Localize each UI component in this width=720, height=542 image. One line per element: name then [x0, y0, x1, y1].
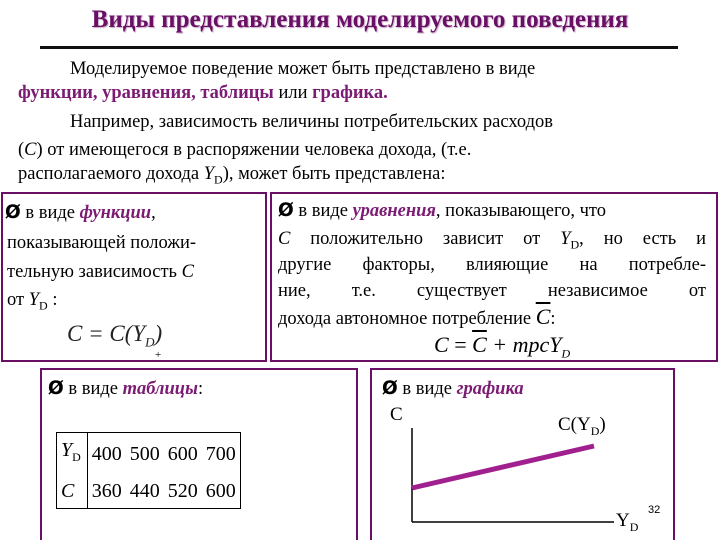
- formula-sub: D: [561, 346, 571, 361]
- function-colon: :: [47, 290, 58, 310]
- table-cell: 360: [91, 480, 122, 502]
- table-cell: 600: [205, 480, 236, 502]
- table-heading-text: в виде: [63, 379, 123, 399]
- table-cell: 600: [167, 442, 198, 465]
- sub-d: D: [72, 450, 81, 464]
- function-line-4-text: от: [7, 290, 29, 310]
- formula-c-bar: $\overline{C}$: [472, 332, 487, 357]
- var-c: C: [61, 480, 75, 502]
- equation-line-2-text: положительно зависит от: [290, 229, 561, 249]
- function-formula: [67, 321, 162, 351]
- var-y: Y: [28, 290, 40, 310]
- data-table: [56, 432, 241, 509]
- table-colon: :: [197, 379, 204, 399]
- line-label-text: C(Y: [558, 414, 591, 435]
- equation-heading-tail: , показывающего, что: [435, 201, 606, 221]
- bullet-arrow-icon: Ø: [382, 378, 398, 399]
- var-c-bar: $\overline{C}$: [535, 304, 551, 329]
- highlight-forms: функции, уравнения, таблицы: [18, 83, 274, 103]
- consumption-line: [412, 446, 594, 488]
- equation-line-5-text: дохода автономное потребление: [278, 309, 536, 329]
- formula-text: C = C(Y: [67, 321, 146, 346]
- formula-end: ): [154, 321, 163, 346]
- highlight-table: таблицы: [122, 379, 198, 399]
- equation-box: [270, 192, 718, 362]
- table-row: [57, 433, 240, 474]
- function-heading-text: в виде: [20, 203, 80, 223]
- sub-d: D: [39, 298, 48, 313]
- intro-line-5: [18, 163, 446, 191]
- formula-equals: =: [448, 332, 473, 357]
- var-c: C: [181, 262, 194, 282]
- x-axis-label: [616, 510, 638, 535]
- intro-line-1: Моделируемое поведение может быть представлено в виде: [70, 59, 536, 79]
- intro-line-2: [18, 82, 388, 104]
- x-axis-label-text: Y: [616, 510, 630, 531]
- intro-line-4-text: ) от имеющегося в распоряжении человека дохода, (т.е.: [36, 140, 472, 160]
- intro-line-5-text: располагаемого дохода: [18, 164, 204, 184]
- var-c: C: [278, 229, 291, 249]
- bullet-arrow-icon: Ø: [5, 202, 21, 223]
- line-label-end: ): [599, 414, 606, 435]
- formula-c: C: [434, 332, 449, 357]
- plus-mark: +: [155, 349, 162, 361]
- highlight-graph: графика.: [312, 83, 388, 103]
- text-or: или: [273, 83, 313, 103]
- bullet-arrow-icon: Ø: [278, 200, 294, 221]
- graph-box: [370, 368, 675, 540]
- table-row: [57, 474, 240, 508]
- bullet-arrow-icon: Ø: [48, 378, 64, 399]
- intro-line-4: [18, 139, 471, 161]
- function-line-4: [7, 289, 57, 317]
- equation-heading-text: в виде: [293, 201, 353, 221]
- intro-line-3: Например, зависимость величины потребительских расходов: [70, 112, 553, 132]
- table-heading: [48, 378, 203, 400]
- var-y: Y: [61, 439, 73, 461]
- var-y: Y: [560, 229, 571, 249]
- table-cell: 700: [205, 442, 236, 465]
- table-box: [40, 368, 358, 540]
- equation-line-2-tail: , но есть и: [579, 229, 706, 249]
- equation-line-3: другие факторы, влияющие на потребле-: [278, 255, 706, 275]
- title-underline: [40, 46, 678, 49]
- intro-line-5-end: ), может быть представлена:: [222, 164, 446, 184]
- function-comma: ,: [151, 203, 156, 223]
- table-cell: 520: [167, 480, 198, 502]
- table-cell: 440: [129, 480, 160, 502]
- sub-d: D: [214, 172, 223, 187]
- var-c: C: [24, 140, 37, 160]
- function-heading: [5, 202, 156, 224]
- page-number: 32: [648, 504, 661, 516]
- equation-heading: [278, 200, 606, 222]
- function-line-3: [7, 261, 194, 283]
- sub-d: D: [570, 237, 580, 252]
- slide-title: Виды представления моделируемого поведения: [91, 6, 629, 33]
- formula-rest: + mpcY: [486, 332, 562, 357]
- paren-open: (: [18, 140, 25, 160]
- highlight-equation: уравнения: [352, 201, 436, 221]
- table-cell: 500: [129, 442, 160, 465]
- highlight-function: функции: [79, 203, 152, 223]
- equation-colon: :: [550, 309, 556, 329]
- table-cell: 400: [91, 442, 122, 465]
- function-line-3-text: тельную зависимость: [7, 262, 182, 282]
- x-axis-sub: D: [629, 519, 639, 534]
- function-line-2: показывающей положи-: [7, 233, 197, 253]
- var-y: Y: [203, 164, 215, 184]
- line-label-sub: D: [590, 423, 600, 438]
- row-head-c: [57, 474, 87, 508]
- y-axis-label: C: [390, 404, 403, 425]
- formula-sub: D: [145, 334, 155, 350]
- data-table-grid: [57, 433, 240, 508]
- function-box: [1, 192, 267, 362]
- equation-line-5: [278, 306, 556, 330]
- graph-heading-text: в виде: [397, 379, 457, 399]
- equation-formula: [434, 332, 570, 361]
- row-head-y: [57, 433, 87, 474]
- equation-line-4: ние, т.е. существует независимое от: [278, 281, 706, 301]
- highlight-graph: графика: [456, 379, 524, 399]
- equation-line-2: [278, 228, 706, 256]
